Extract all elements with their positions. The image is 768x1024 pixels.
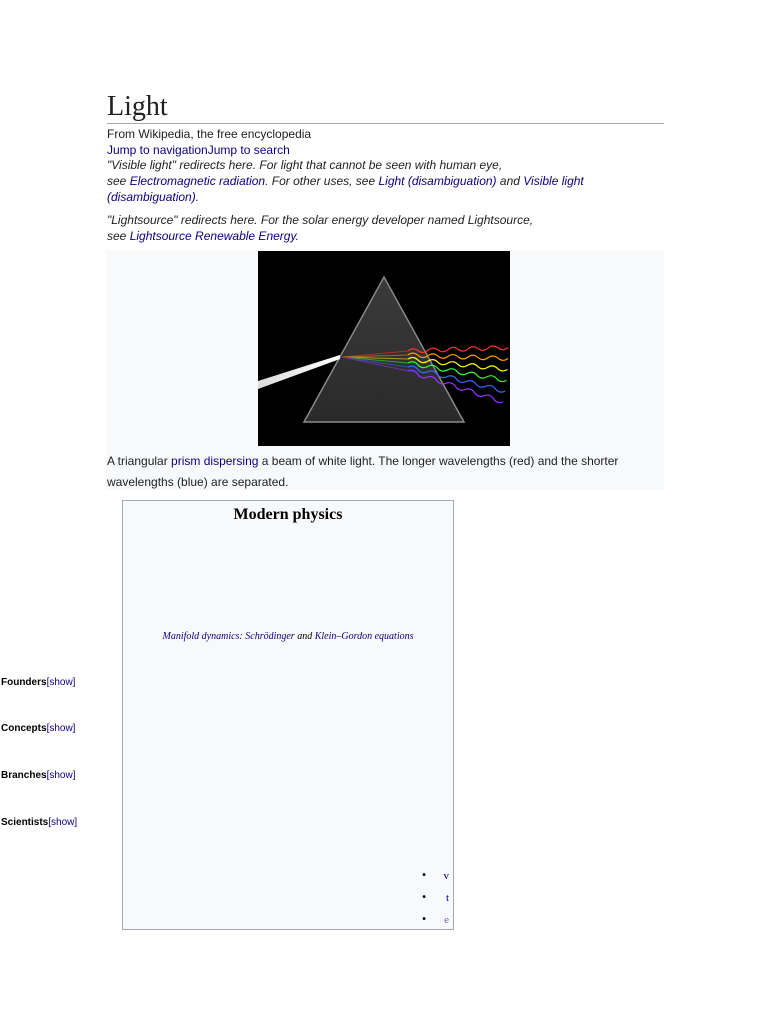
hatnote-text: "Lightsource" redirects here. For the solar energy developer named Lightsource, [107,213,534,227]
figure-caption [107,451,647,493]
prism-dispersion-image[interactable] [258,251,510,446]
bullet-icon: • [421,892,427,903]
navbox-item [123,909,451,931]
hatnote-text: . For other uses, see [265,174,379,188]
klein-gordon-equation-link[interactable]: Klein–Gordon equations [314,631,414,642]
sidebar-section-branches [1,769,75,783]
navbox-item [123,887,451,909]
edit-template-link[interactable]: e [444,914,449,926]
jump-links [107,142,290,158]
caption-and-text: and [294,631,315,642]
section-label: Scientists [1,817,49,828]
show-founders-toggle[interactable]: [show] [46,677,76,688]
visible-light-disambiguation-link[interactable]: Visible light (disambiguation) [107,174,584,204]
hatnote-text: "Visible light" redirects here. For light that cannot be seen with human eye, [107,158,503,172]
site-tagline: From Wikipedia, the free encyclopedia [107,127,312,141]
caption-text: A triangular [107,454,172,468]
hatnote-text: see [107,174,130,188]
sidebar-title: Modern physics [233,506,343,523]
show-concepts-toggle[interactable]: [show] [46,723,76,734]
sidebar-section-scientists [1,816,77,830]
show-scientists-toggle[interactable]: [show] [48,817,78,828]
light-disambiguation-link[interactable]: Light (disambiguation) [378,174,497,188]
hatnote-text: . [195,190,200,204]
show-branches-toggle[interactable]: [show] [46,770,76,781]
dispersing-link[interactable]: dispersing [203,454,259,468]
view-template-link[interactable]: v [443,870,449,882]
talk-template-link[interactable]: t [445,892,449,904]
prism-figure [106,250,664,490]
modern-physics-sidebar [122,500,454,930]
sidebar-caption [123,630,453,644]
section-label: Concepts [1,723,47,734]
caption-text: a beam of white light. The longer wavelengths (red) and the shorter wavelengths (blue) are separated. [107,454,619,489]
jump-to-search-link[interactable]: Jump to search [207,143,290,157]
sidebar-section-founders [1,676,75,690]
jump-to-navigation-link[interactable]: Jump to navigation [107,143,208,157]
page-title: Light [107,90,664,124]
section-label: Founders [1,677,47,688]
navbox-item [123,865,451,887]
navbox-links [123,865,451,931]
schrodinger-equation-link[interactable]: Manifold dynamics: Schrödinger [162,631,295,642]
hatnote-text: . [295,229,299,243]
section-label: Branches [1,770,47,781]
hatnote-text: and [496,174,524,188]
bullet-icon: • [421,870,427,881]
sidebar-section-concepts [1,722,75,736]
electromagnetic-radiation-link[interactable]: Electromagnetic radiation [129,174,266,188]
lightsource-renewable-energy-link[interactable]: Lightsource Renewable Energy [129,229,296,243]
hatnote-lightsource [107,212,657,244]
hatnote-text: see [107,229,130,243]
prism-link[interactable]: prism [171,454,201,468]
hatnote-visible-light [107,157,657,205]
bullet-icon: • [421,914,427,925]
